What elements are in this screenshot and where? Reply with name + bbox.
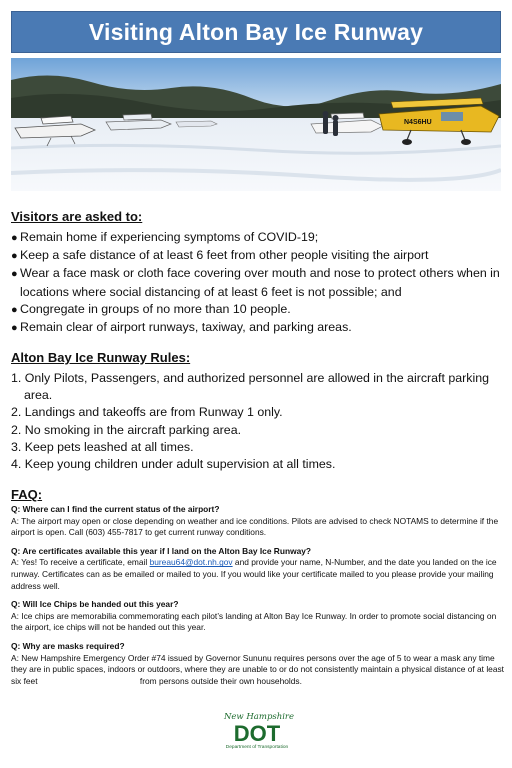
visitors-heading: Visitors are asked to: <box>11 209 143 224</box>
list-item: ● Congregate in groups of no more than 10 people. <box>11 301 505 319</box>
bullet-icon: ● <box>11 268 18 281</box>
bullet-icon: ● <box>11 322 18 335</box>
list-item: ● Wear a face mask or cloth face covering over mouth and nose to protect others when in locations where social distancing of at least 6 feet is not possible; and <box>11 266 500 299</box>
list-item: 4. Keep young children under adult supervision at all times. <box>11 457 336 472</box>
list-item: 1. Only Pilots, Passengers, and authorized personnel are allowed in the aircraft parking area. <box>11 371 489 403</box>
list-item: ● Remain clear of airport runways, taxiway, and parking areas. <box>11 319 505 337</box>
faq-answer: A: New Hampshire Emergency Order #74 issued by Governor Sununu requires persons over the age of 5 to wear a mask any time they are in public spaces, indoors or outdoors, where they are unable to or do not consistently maintain a physical distance of at least six feet from persons outside their own households. <box>11 652 507 686</box>
plane-registration: N4S6HU <box>404 119 432 126</box>
bullet-icon: ● <box>11 250 18 263</box>
list-item: ● Keep a safe distance of at least 6 feet from other people visiting the airport <box>11 247 505 265</box>
dot-mark-icon <box>224 722 290 744</box>
logo-script: New Hampshire <box>223 712 295 722</box>
logo-mark-text: DOT <box>233 722 281 744</box>
bullet-icon: ● <box>11 303 18 316</box>
rules-list <box>11 370 505 473</box>
bullet-icon: ● <box>11 232 18 244</box>
list-item: 3. Keep pets leashed at all times. <box>11 439 194 454</box>
faq-heading: FAQ: <box>11 487 43 502</box>
faq-answer: A: Ice chips are memorabilia commemorating each pilot’s landing at Alton Bay Ice Runway. In order to promote social distancing on the airport, ice chips will not be handed out this year. <box>11 610 497 633</box>
nh-dot-logo <box>216 712 298 754</box>
visitors-section <box>11 209 505 337</box>
faq-answer: A: The airport may open or close depending on weather and ice conditions. Pilots are advised to check NOTAMS to determine if the airport is open. Call (603) 455-7817 to get current runway conditions. <box>11 515 499 538</box>
logo-dept: Department of Transportation <box>225 745 289 750</box>
rules-section <box>11 350 505 473</box>
faq-answer: A: Yes! To receive a certificate, email bureau64@dot.nh.gov and provide your name, N-Number, and the date you landed on the ice runway. Certificates can as be emailed or mailed to you. If you would like your certificate mailed to you please provide your mailing address well. <box>11 557 497 591</box>
rules-heading: Alton Bay Ice Runway Rules: <box>11 350 191 365</box>
email-link[interactable]: bureau64@dot.nh.gov <box>149 557 233 568</box>
faq-section <box>11 487 505 687</box>
faq-question: Q: Will Ice Chips be handed out this year? <box>11 599 179 610</box>
ice-runway-photo-graphic <box>11 58 501 191</box>
page-header <box>11 11 501 53</box>
page-title: Visiting Alton Bay Ice Runway <box>88 18 424 45</box>
plane-mid <box>176 121 217 127</box>
list-item: ● Remain home if experiencing symptoms of COVID-19; <box>11 229 505 247</box>
faq-question: Q: Are certificates available this year if I land on the Alton Bay Ice Runway? <box>11 545 312 556</box>
visitors-list <box>11 229 505 337</box>
faq-question: Q: Why are masks required? <box>11 640 125 651</box>
faq-question: Q: Where can I find the current status of the airport? <box>11 504 220 514</box>
list-item: 2. No smoking in the aircraft parking area. <box>11 422 242 437</box>
ice-runway-photo <box>11 58 501 191</box>
list-item: 2. Landings and takeoffs are from Runway 1 only. <box>11 405 283 420</box>
